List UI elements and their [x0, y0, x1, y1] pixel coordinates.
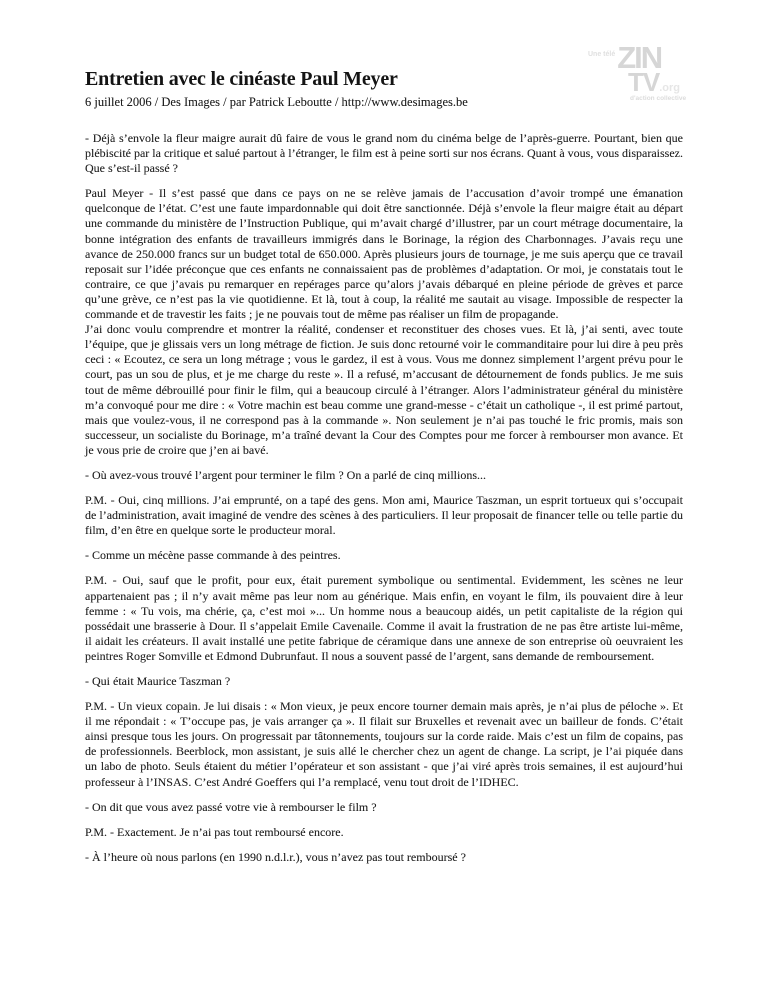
interview-question: - Où avez-vous trouvé l’argent pour terminer le film ? On a parlé de cinq millions...	[85, 467, 486, 482]
interview-question: - À l’heure où nous parlons (en 1990 n.d.l.r.), vous n’avez pas tout remboursé ?	[85, 849, 466, 864]
byline: 6 juillet 2006 / Des Images / par Patrick Leboutte / http://www.desimages.be	[85, 95, 468, 109]
logo-tv-text: TV	[628, 67, 660, 97]
article-body	[85, 131, 683, 865]
interview-question: - On dit que vous avez passé votre vie à rembourser le film ?	[85, 799, 377, 814]
interview-answer: Paul Meyer - Il s’est passé que dans ce pays on ne se relève jamais de l’accusation d’avoir trompé une émanation quelconque de l’état. C’est une faute impardonnable qui doit être sanctionnée. Déjà s’envole la fleur maigre était au départ une commande du ministère de l’Instruction Publique, qui m’avait chargé d’illustrer, par un court métrage documentaire, la bonne intégration des enfants de travailleurs immigrés dans le Borinage, la région des Charbonnages. J’avais reçu une avance de 250.000 francs sur un budget total de 650.000. Après plusieurs jours de tournage, je me suis aperçu que ce travail reposait sur l’idée préconçue que ces enfants ne connaissaient pas de problèmes d’adaptation. Or moi, je constatais tout le contraire, ce que j’avais pu remarquer en repérages parce qu’alors j’avais débarqué en pleine période de grèves et parce qu’une grève, ce n’est pas la vie quotidienne. Et là, tout à coup, la réalité me sautait au visage. Impossible de respecter la commande et de travestir les faits ; je ne pouvais tout de même pas réaliser un film de propagande.	[85, 186, 683, 322]
logo-tagline-bottom: d'action collective	[630, 95, 687, 102]
interview-answer: P.M. - Oui, sauf que le profit, pour eux, était purement symbolique ou sentimental. Evidemment, les scènes ne leur appartenaient pas ; il n’y avait même pas leur nom au générique. Mais enfin, en voyant le film, ils pouvaient dire à leur femme : « Tu vois, ma chérie, ça, c’est moi »... Un homme nous a beaucoup aidés, un petit capitaliste de la région qui possédait une brasserie à Dour. Il s’appelait Emile Cavenaile. Comme il avait la frustration de ne pas être artiste lui-même, il aidait les créateurs. Il avait installé une petite fabrique de céramique dans une annexe de son entreprise où oeuvraient les peintres Roger Somville et Edmond Dubrunfaut. Il nous a souvent passé de l’argent, sans demande de remboursement.	[85, 573, 683, 663]
page-title: Entretien avec le cinéaste Paul Meyer	[85, 68, 398, 90]
interview-answer: J’ai donc voulu comprendre et montrer la réalité, condenser et reconstituer des choses vues. Et là, j’ai senti, avec toute l’équipe, que je glissais vers un long métrage de fiction. Je suis donc retourné voir le commanditaire pour lui dire à peu près ceci : « Ecoutez, ce sera un long métrage ; vous le gardez, il est à vous. Vous me donnez simplement l’argent prévu pour le court, pas un sou de plus, et je me charge du reste ». Il a refusé, m’accusant de détournement de fonds publics. Je me suis tout de même débrouillé pour finir le film, qui a beaucoup circulé à l’étranger. Alors l’administrateur général du ministère m’a convoqué pour me dire : « Votre machin est beau comme une grand-messe - c’était un catholique -, il est primé partout, mais que voulez-vous, il ne correspond pas à la commande ». Non seulement je n’ai pas touché le fric promis, mais son successeur, un socialiste du Borinage, m’a traîné devant la Cour des Comptes pour me forcer à rembourser mon avance. Et je vous prie de croire que j’en ai bavé.	[85, 322, 683, 457]
interview-answer: P.M. - Exactement. Je n’ai pas tout remboursé encore.	[85, 824, 344, 839]
logo-zin-text: ZIN	[617, 40, 662, 75]
interview-answer: P.M. - Oui, cinq millions. J’ai emprunté, on a tapé des gens. Mon ami, Maurice Taszman, un esprit tortueux qui s’occupait de l’administration, avait imaginé de vendre des scènes à des particuliers. Il leur proposait de financer telle ou telle partie du film, d’en être en quelque sorte le producteur moral.	[85, 493, 683, 538]
interview-question: - Comme un mécène passe commande à des peintres.	[85, 548, 341, 563]
logo-org-text: .org	[659, 82, 681, 94]
interview-question: - Déjà s’envole la fleur maigre aurait dû faire de vous le grand nom du cinéma belge de l’après-guerre. Pourtant, bien que plébiscité par la critique et salué partout à l’étranger, le film est à peine sorti sur nos écrans. Quant à vous, vous disparaissez. Que s’est-il passé ?	[85, 131, 683, 176]
interview-question: - Qui était Maurice Taszman ?	[85, 674, 231, 688]
logo-tagline-top: Une télé	[588, 51, 616, 58]
article-content	[85, 68, 683, 875]
interview-answer: P.M. - Un vieux copain. Je lui disais : « Mon vieux, je peux encore tourner demain mais après, je n’ai plus de péloche ». Et il me répondait : « T’occupe pas, je vais arranger ça ». Il filait sur Bruxelles et revenait avec un bailleur de fonds. C’était ainsi presque tous les jours. On progressait par tâtonnements, toujours sur la corde raide. Mais c’est un film de copains, pas de professionnels. Beerblock, mon assistant, je suis allé le chercher chez un agent de change. La script, je l’ai piquée dans un labo de photo. Seuls étaient du métier l’opérateur et son assistant - que j’ai viré après trois semaines, il est aujourd’hui professeur à l’INSAS. C’est André Goeffers qui l’a remplacé, venu tout droit de l’IDHEC.	[85, 699, 683, 789]
